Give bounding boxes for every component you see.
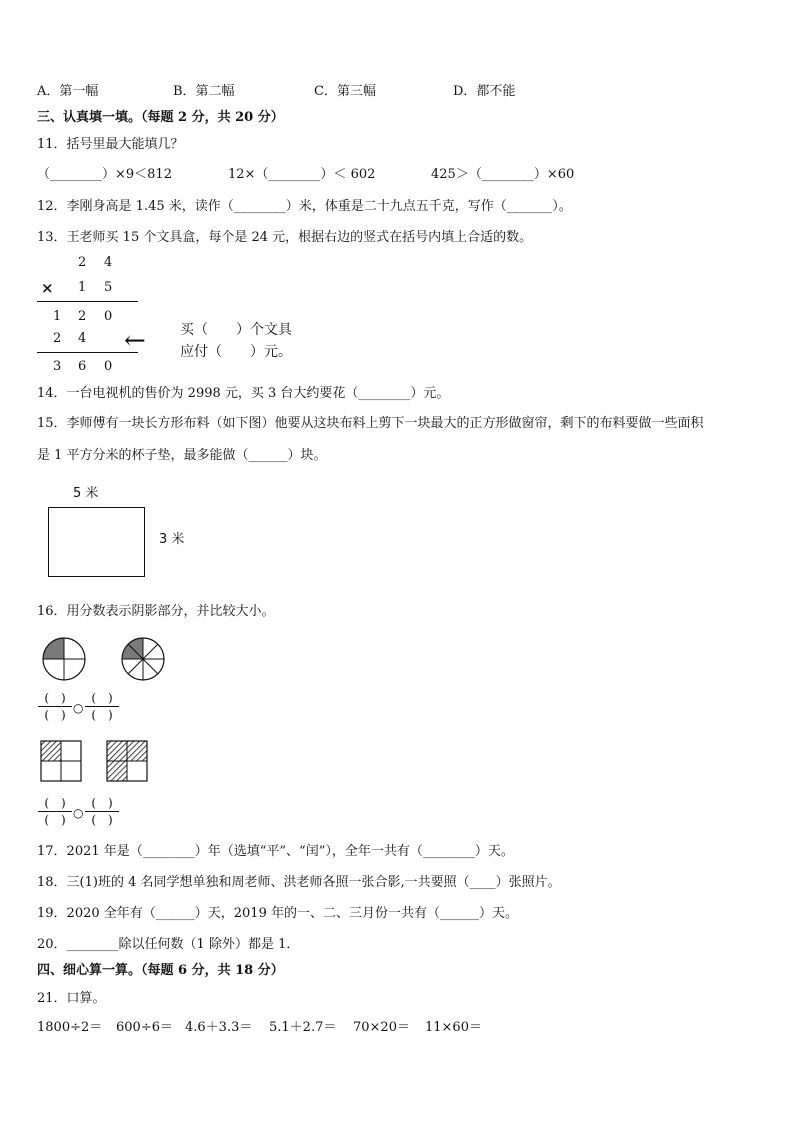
digit: 1 xyxy=(78,280,87,295)
mental-math-item: 5.1＋2.7＝ xyxy=(269,1020,337,1035)
q13-title: 13．王老师买 15 个文具盒，每个是 24 元，根据右边的竖式在括号内填上合适的数。 xyxy=(37,230,533,245)
fraction-blank xyxy=(85,796,119,827)
option-b: B．第二幅 xyxy=(173,84,235,99)
divider-line xyxy=(37,352,138,353)
option-c: C．第三幅 xyxy=(314,84,376,99)
option-d: D．都不能 xyxy=(453,84,516,99)
numerator-blank: ( ) xyxy=(44,691,66,705)
square-three-quarters-hatched xyxy=(106,740,148,782)
digit: 2 xyxy=(53,331,62,346)
mental-math-item: 1800÷2＝ xyxy=(37,1020,103,1035)
q13-note-2: 应付（ ）元。 xyxy=(180,344,292,360)
mental-math-item: 4.6＋3.3＝ xyxy=(185,1020,253,1035)
times-sign-icon: × xyxy=(41,279,54,297)
denominator-blank: ( ) xyxy=(44,813,66,827)
fraction-bar xyxy=(85,706,119,707)
numerator-blank: ( ) xyxy=(44,796,66,810)
q13-note-1: 买（ ）个文具 xyxy=(180,322,292,338)
denominator-blank: ( ) xyxy=(91,708,113,722)
q20-text: 20．________除以任何数（1 除外）都是 1． xyxy=(37,937,300,952)
fraction-blank xyxy=(38,691,72,722)
digit: 2 xyxy=(78,309,87,324)
fraction-bar xyxy=(38,811,72,812)
numerator-blank: ( ) xyxy=(91,691,113,705)
digit: 0 xyxy=(104,309,113,324)
height-label: 3 米 xyxy=(159,532,185,547)
q21-title: 21．口算。 xyxy=(37,991,106,1006)
fraction-bar xyxy=(85,811,119,812)
arrow-left-icon: ← xyxy=(124,326,146,356)
compare-circle-icon: ○ xyxy=(73,806,84,820)
q15-line-2: 是 1 平方分米的杯子垫，最多能做（______）块。 xyxy=(37,448,327,463)
divider-line xyxy=(37,301,138,302)
digit: 4 xyxy=(104,255,113,270)
digit: 2 xyxy=(78,255,87,270)
q11-item-2: 12×（________）＜ 602 xyxy=(228,167,376,182)
denominator-blank: ( ) xyxy=(44,708,66,722)
digit: 4 xyxy=(78,331,87,346)
denominator-blank: ( ) xyxy=(91,813,113,827)
compare-circle-icon: ○ xyxy=(73,701,84,715)
width-label: 5 米 xyxy=(73,486,99,501)
mental-math-item: 600÷6＝ xyxy=(116,1020,173,1035)
fraction-bar xyxy=(38,706,72,707)
digit: 3 xyxy=(53,359,62,374)
mental-math-item: 11×60＝ xyxy=(425,1020,482,1035)
square-one-quarter-hatched xyxy=(40,740,82,782)
q14-text: 14．一台电视机的售价为 2998 元，买 3 台大约要花（________）元。 xyxy=(37,386,450,401)
circle-eighths-shaded xyxy=(120,636,166,682)
q18-text: 18．三(1)班的 4 名同学想单独和周老师、洪老师各照一张合影,一共要照（____）张照片。 xyxy=(37,875,561,890)
fraction-blank xyxy=(85,691,119,722)
circle-quarter-shaded xyxy=(41,636,87,682)
q11-title: 11．括号里最大能填几？ xyxy=(37,137,184,152)
numerator-blank: ( ) xyxy=(91,796,113,810)
q19-text: 19．2020 全年有（______）天，2019 年的一、二、三月份一共有（______）天。 xyxy=(37,906,518,921)
q16-title: 16．用分数表示阴影部分，并比较大小。 xyxy=(37,604,275,619)
q12-text: 12．李刚身高是 1.45 米，读作（________）米，体重是二十九点五千克，写作（_______）。 xyxy=(37,199,572,214)
rectangle-cloth xyxy=(48,507,145,577)
q15-line-1: 15．李师傅有一块长方形布料（如下图）他要从这块布料上剪下一块最大的正方形做窗帘，剩下的布料要做一些面积 xyxy=(37,416,704,431)
digit: 5 xyxy=(104,280,113,295)
section-3-heading: 三、认真填一填。（每题 2 分，共 20 分） xyxy=(37,110,284,125)
q11-item-3: 425＞（________）×60 xyxy=(431,167,575,182)
fraction-blank xyxy=(38,796,72,827)
q11-item-1: （________）×9＜812 xyxy=(37,167,172,182)
mental-math-item: 70×20＝ xyxy=(353,1020,410,1035)
option-a: A．第一幅 xyxy=(37,84,99,99)
digit: 1 xyxy=(53,309,62,324)
section-4-heading: 四、细心算一算。（每题 6 分，共 18 分） xyxy=(37,963,284,978)
digit: 0 xyxy=(104,359,113,374)
q17-text: 17．2021 年是（________）年（选填“平”、“闰”），全年一共有（________）天。 xyxy=(37,844,514,859)
digit: 6 xyxy=(78,359,87,374)
